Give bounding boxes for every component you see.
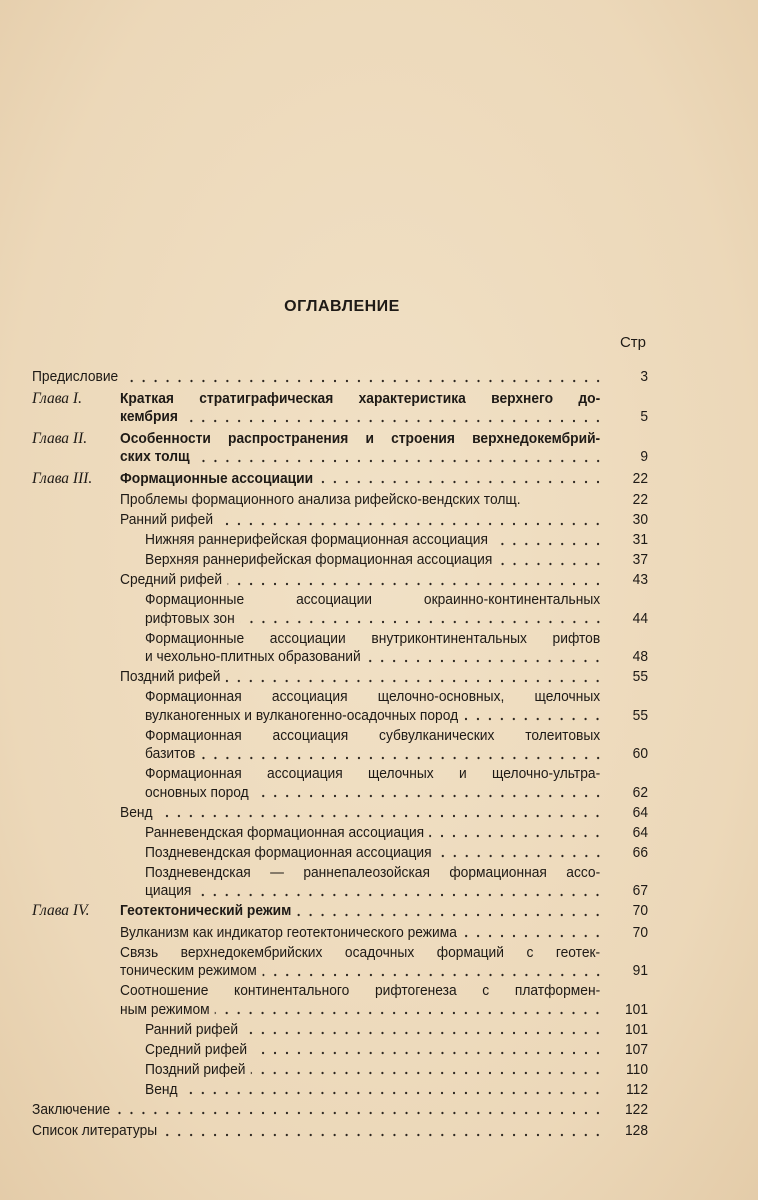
chapter-label: Глава I. [32,389,82,407]
dot-leader [462,934,603,938]
dot-leader [197,893,604,897]
entry-title: Вулканизм как индикатор геотектонического режима [120,923,457,941]
page-number: 62 [632,783,649,801]
entry-title: Список литературы [32,1122,158,1139]
page-number: 31 [632,531,649,548]
toc-entry [32,511,648,530]
page-number: 64 [632,803,649,821]
page-number: 22 [632,491,649,508]
entry-title: рифтовых зон [145,609,235,627]
toc-entry [32,1041,648,1060]
page-number: 55 [632,668,649,685]
dot-leader [215,1011,604,1015]
entry-title: Ранний рифей [145,1020,239,1038]
page-number: 5 [640,408,649,425]
entry-title: Поздневендская формационная ассоциация [145,843,432,861]
entry-title: Формационная ассоциация щелочных и щелочно-ультра- [145,765,601,782]
toc-entry [32,1101,648,1120]
dot-leader [498,562,604,566]
dot-leader [183,1091,604,1095]
page-number: 101 [624,1020,649,1038]
entry-title: Венд [120,803,153,821]
entry-title: Верхняя раннерифейская формационная ассоциация [145,551,493,568]
page-number: 22 [632,469,649,487]
toc-entry [32,531,648,550]
entry-title: базитов [145,745,196,762]
dot-leader [251,1071,604,1075]
dot-leader [493,542,603,546]
toc-entry [32,368,648,387]
toc-entry [32,571,648,590]
toc-entry [32,630,648,667]
entry-title: Поздний рифей [120,668,221,685]
entry-title: Заключение [32,1100,111,1118]
entry-title: Ранний рифей [120,511,214,528]
entry-title: Формационные ассоциации внутриконтинентальных рифтов [145,629,601,647]
entry-title: тоническим режимом [120,962,257,979]
toc-entry [32,804,648,823]
entry-title: Формационные ассоциации [120,469,314,487]
chapter-label: Глава III. [32,469,93,487]
toc-entry [32,824,648,843]
entry-title: Особенности распространения и строения верхнедокембрий- [120,429,601,447]
dot-leader [430,834,604,838]
toc-entry [32,470,648,489]
dot-leader [240,620,604,624]
dot-leader [195,459,604,463]
entry-title: Предисловие [32,368,119,385]
toc-entry [32,1122,648,1141]
page-number: 70 [632,923,649,941]
page-number: 66 [632,843,649,861]
page-number: 128 [624,1122,649,1139]
entry-title: Формационная ассоциация щелочно-основных, щелочных [145,688,601,705]
entry-title: Поздний рифей [145,1060,246,1078]
dot-leader [244,1031,604,1035]
entry-title: кембрия [120,408,178,425]
dot-leader [464,717,604,721]
page-number: 60 [632,745,649,762]
entry-title: Средний рифей [145,1040,248,1058]
page-column-header: Стр [619,334,646,351]
page-number: 122 [624,1100,649,1118]
dot-leader [201,756,604,760]
entry-title: и чехольно-плитных образований [145,648,361,665]
toc-entry [32,1061,648,1080]
dot-leader [124,379,604,383]
page-number: 3 [640,368,649,385]
dot-leader [526,502,604,506]
entry-title: Поздневендская — раннепалеозойская формационная ассо- [145,863,601,881]
page-number: 112 [626,1080,649,1098]
page-number: 107 [624,1040,649,1058]
page-number: 30 [632,511,649,528]
toc-entry [32,982,648,1019]
toc-entry [32,924,648,943]
toc-entry [32,844,648,863]
toc-entry [32,430,648,467]
entry-title: Венд [145,1080,178,1098]
entry-title: ских толщ [120,448,190,465]
page-title: ОГЛАВЛЕНИЕ [284,298,400,315]
page-number: 70 [632,902,649,919]
dot-leader [163,1133,604,1137]
dot-leader [297,913,604,917]
toc-entry [32,765,648,802]
entry-title: циация [145,882,192,899]
dot-leader [366,659,604,663]
dot-leader [226,679,604,683]
toc-entry [32,688,648,725]
entry-title: ным режимом [120,1000,210,1018]
page-number: 43 [632,571,649,588]
dot-leader [319,480,604,484]
toc-entry [32,591,648,628]
toc-entry [32,1021,648,1040]
table-of-contents [32,368,648,1144]
entry-title: Краткая стратиграфическая характеристика верхнего до- [120,389,601,407]
entry-title: Нижняя раннерифейская формационная ассоциация [145,531,488,548]
page-number: 48 [632,648,649,665]
toc-entry [32,864,648,901]
dot-leader [219,522,604,526]
toc-entry [32,944,648,981]
entry-title: Формационные ассоциации окраинно-континентальных [145,591,601,608]
dot-leader [254,794,604,798]
page-number: 9 [640,448,649,465]
toc-entry [32,390,648,427]
entry-title: основных пород [145,783,249,801]
page-number: 101 [624,1000,649,1018]
dot-leader [253,1051,604,1055]
dot-leader [183,419,603,423]
toc-entry [32,902,648,921]
chapter-label: Глава II. [32,429,88,447]
dot-leader [228,582,604,586]
toc-entry [32,491,648,510]
entry-title: Ранневендская формационная ассоциация [145,823,425,841]
toc-entry [32,551,648,570]
page-number: 64 [632,823,649,841]
entry-title: Связь верхнедокембрийских осадочных формаций с геотек- [120,943,601,961]
toc-entry [32,727,648,764]
page-number: 110 [626,1060,649,1078]
dot-leader [262,973,604,977]
entry-title: Геотектонический режим [120,902,292,919]
dot-leader [158,814,604,818]
dot-leader [116,1111,604,1115]
toc-entry [32,1081,648,1100]
page-number: 91 [632,962,649,979]
dot-leader [437,854,604,858]
page-number: 37 [632,551,649,568]
page-number: 67 [632,882,649,899]
entry-title: Формационная ассоциация субвулканических толеитовых [145,726,601,744]
chapter-label: Глава IV. [32,902,90,919]
entry-title: Соотношение континентального рифтогенеза с платформен- [120,982,601,999]
entry-title: Средний рифей [120,571,223,588]
toc-entry [32,668,648,687]
page-number: 44 [632,609,649,627]
entry-title: вулканогенных и вулканогенно-осадочных пород [145,706,459,724]
page-number: 55 [632,706,649,724]
entry-title: Проблемы формационного анализа рифейско-вендских толщ. [120,491,521,508]
